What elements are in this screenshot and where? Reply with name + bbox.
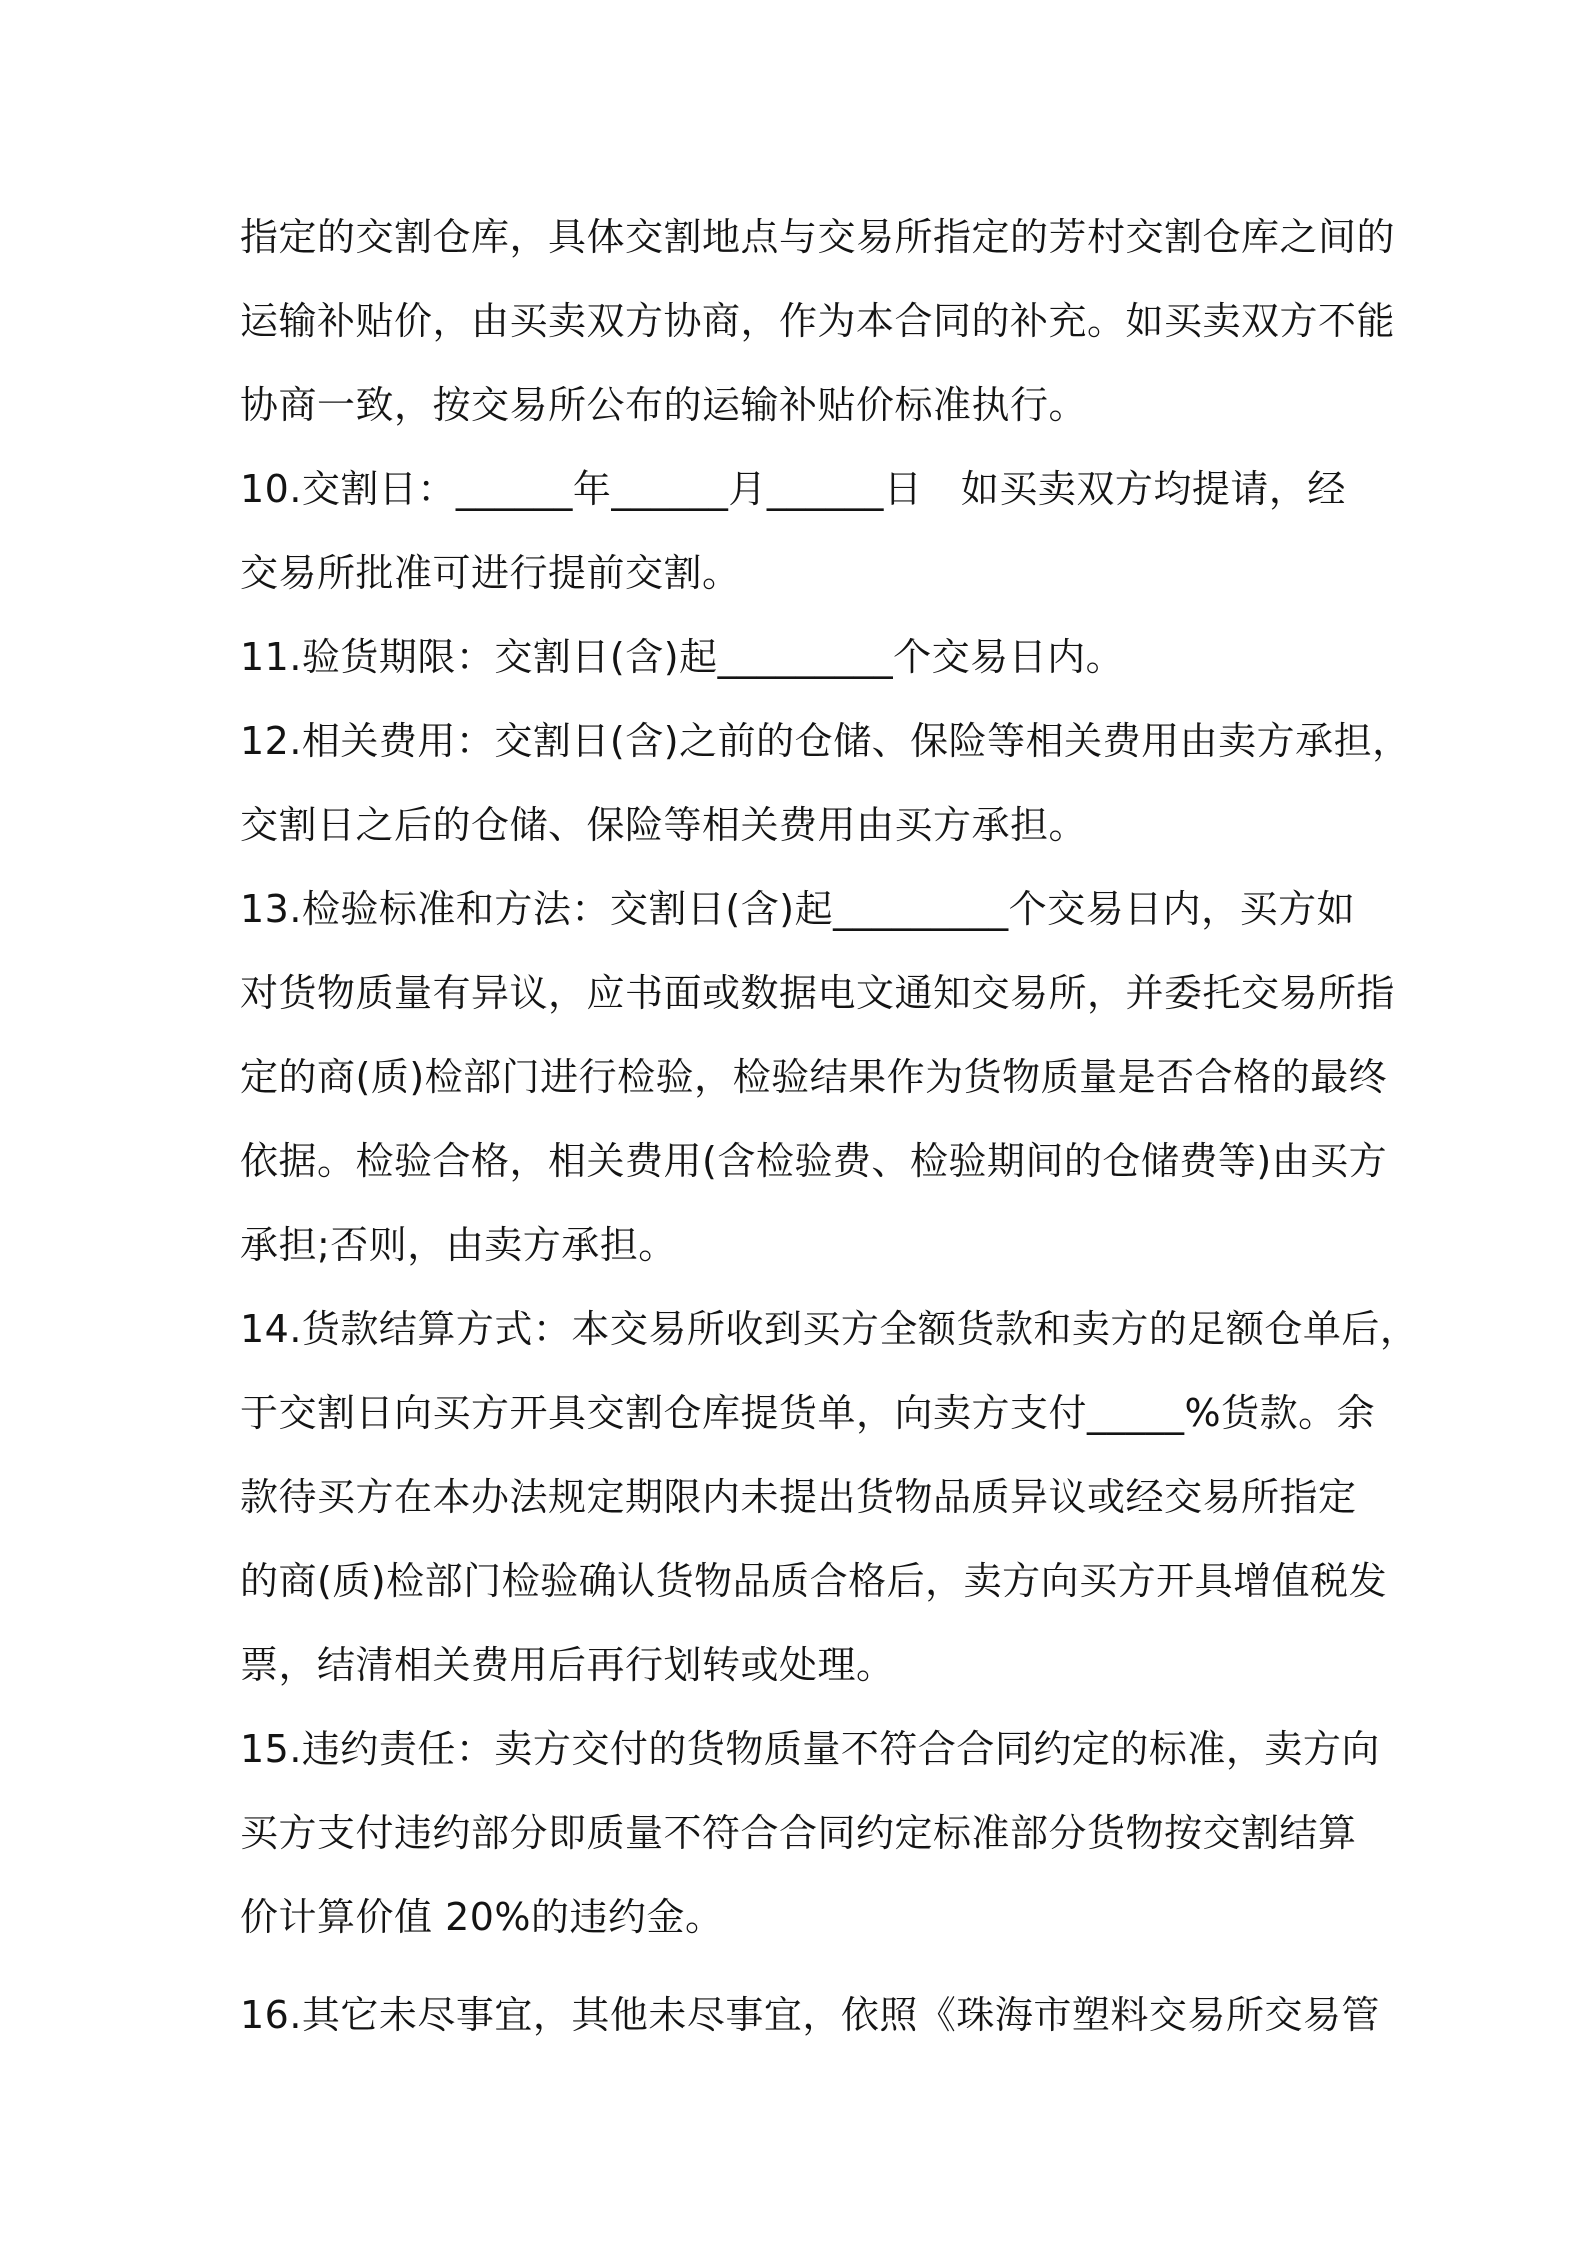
clause-14-line: 14.货款结算方式：本交易所收到买方全额货款和卖方的足额仓单后， bbox=[240, 1307, 1419, 1351]
clause-15-line: 15.违约责任：卖方交付的货物质量不符合合同约定的标准，卖方向 bbox=[240, 1727, 1380, 1771]
text-line: 依据。检验合格，相关费用(含检验费、检验期间的仓储费等)由买方 bbox=[240, 1139, 1388, 1183]
text-line: 运输补贴价，由买卖双方协商，作为本合同的补充。如买卖双方不能 bbox=[240, 299, 1396, 343]
text-line: 交易所批准可进行提前交割。 bbox=[240, 551, 741, 595]
text-line: 的商(质)检部门检验确认货物品质合格后，卖方向买方开具增值税发 bbox=[240, 1559, 1388, 1603]
clause-12-line: 12.相关费用：交割日(含)之前的仓储、保险等相关费用由卖方承担， bbox=[240, 719, 1411, 763]
text-line: 买方支付违约部分即质量不符合合同约定标准部分货物按交割结算 bbox=[240, 1811, 1357, 1855]
document-body bbox=[240, 195, 1419, 2057]
clause-13-line: 13.检验标准和方法：交割日(含)起_________个交易日内，买方如 bbox=[240, 887, 1356, 931]
text-line: 交割日之后的仓储、保险等相关费用由买方承担。 bbox=[240, 803, 1088, 847]
text-line: 价计算价值 20%的违约金。 bbox=[240, 1895, 724, 1939]
text-line: 票，结清相关费用后再行划转或处理。 bbox=[240, 1643, 895, 1687]
text-line: 定的商(质)检部门进行检验，检验结果作为货物质量是否合格的最终 bbox=[240, 1055, 1388, 1099]
text-line: 指定的交割仓库，具体交割地点与交易所指定的芳村交割仓库之间的 bbox=[240, 215, 1396, 259]
clause-11-line: 11.验货期限：交割日(含)起_________个交易日内。 bbox=[240, 635, 1125, 679]
text-line: 于交割日向买方开具交割仓库提货单，向卖方支付_____%货款。余 bbox=[240, 1391, 1376, 1435]
text-line: 款待买方在本办法规定期限内未提出货物品质异议或经交易所指定 bbox=[240, 1475, 1357, 1519]
text-line: 承担;否则，由卖方承担。 bbox=[240, 1223, 677, 1267]
clause-16-line: 16.其它未尽事宜，其他未尽事宜，依照《珠海市塑料交易所交易管 bbox=[240, 1993, 1380, 2037]
text-line: 对货物质量有异议，应书面或数据电文通知交易所，并委托交易所指 bbox=[240, 971, 1396, 1015]
clause-10-line: 10.交割日：______年______月______日 如买卖双方均提请，经 bbox=[240, 467, 1346, 511]
text-line: 协商一致，按交易所公布的运输补贴价标准执行。 bbox=[240, 383, 1088, 427]
